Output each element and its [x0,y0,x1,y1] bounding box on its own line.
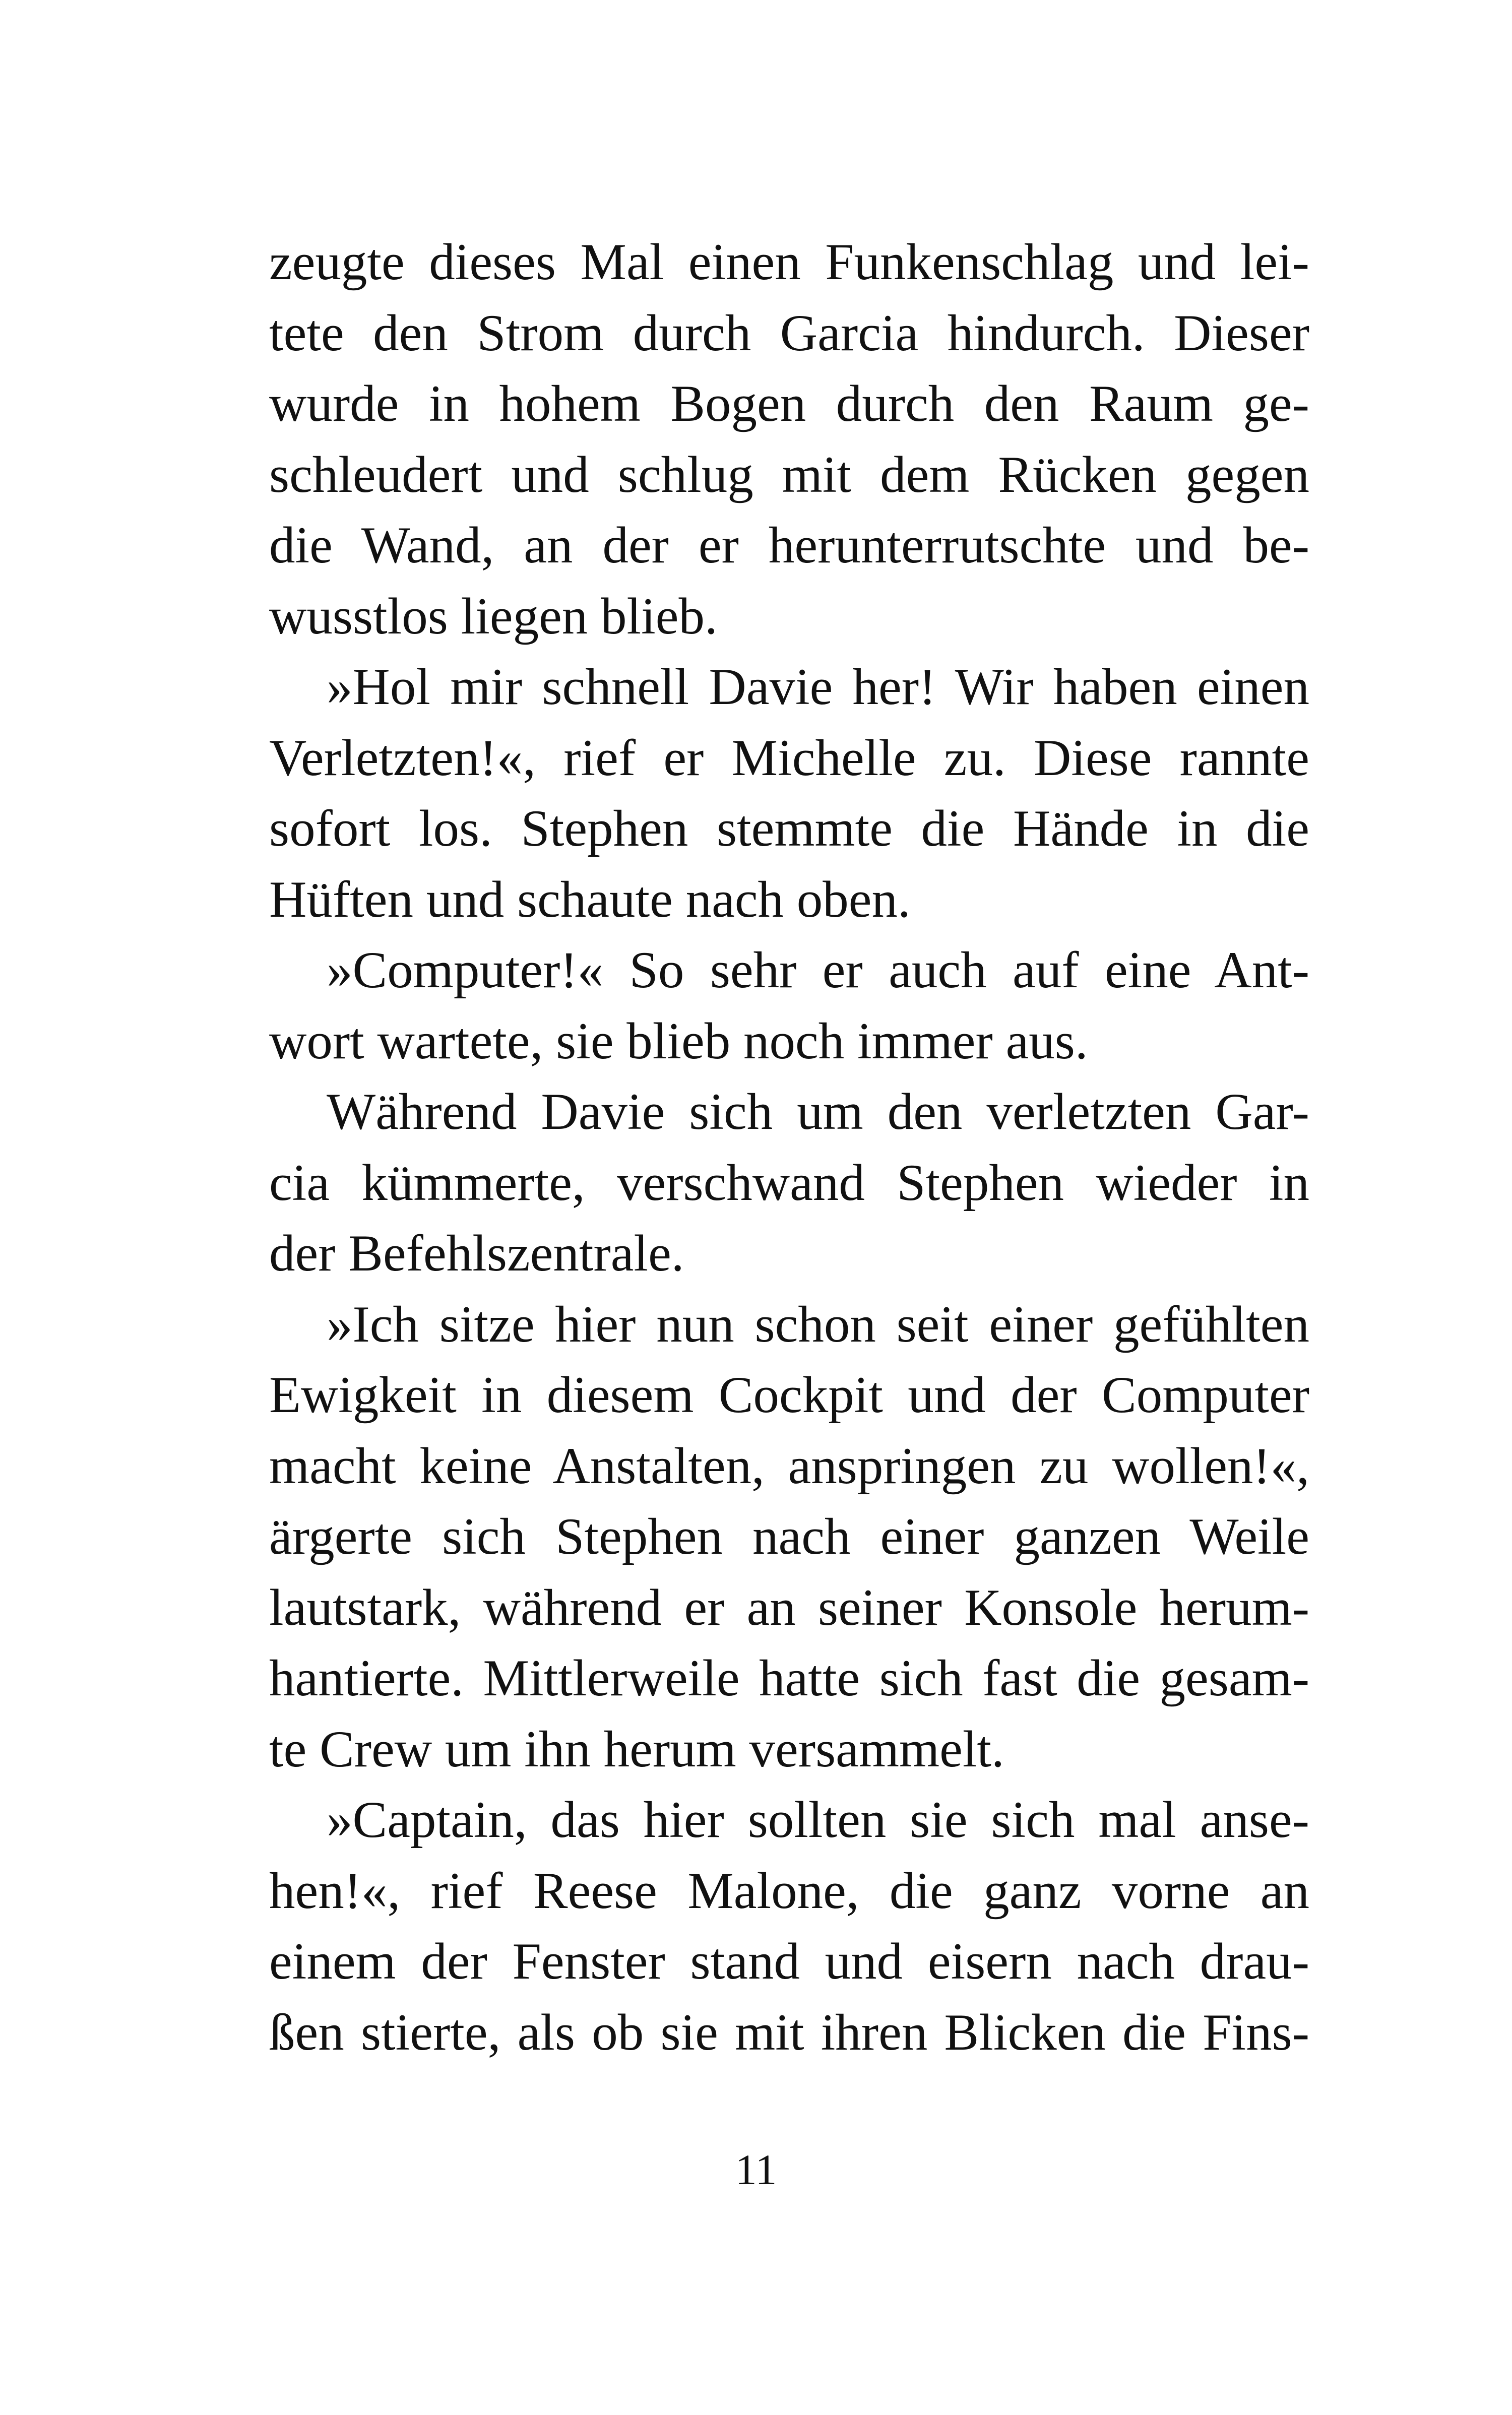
text-line: lautstark, während er an seiner Konsole herum- [269,1578,1309,1636]
text-line: sofort los. Stephen stemmte die Hände in die [269,800,1309,857]
text-line: hantierte. Mittlerweile hatte sich fast die gesam- [269,1649,1309,1707]
text-line: zeugte dieses Mal einen Funkenschlag und lei- [269,233,1309,291]
text-line: macht keine Anstalten, anspringen zu wollen!«, [269,1437,1309,1495]
text-line: »Captain, das hier sollten sie sich mal anse- [327,1791,1309,1849]
text-line: ßen stierte, als ob sie mit ihren Blicken die Fins- [269,2003,1309,2061]
text-line: Hüften und schaute nach oben. [269,870,911,928]
text-line: hen!«, rief Reese Malone, die ganz vorne an [269,1862,1309,1920]
text-line: »Ich sitze hier nun schon seit einer gefühlten [327,1295,1309,1353]
body-text [269,227,1309,2068]
text-line: die Wand, an der er herunterrutschte und be- [269,517,1309,574]
text-line: ärgerte sich Stephen nach einer ganzen Weile [269,1508,1309,1565]
text-line: schleudert und schlug mit dem Rücken gegen [269,446,1309,503]
text-line: einem der Fenster stand und eisern nach drau- [269,1933,1309,1990]
text-line: wusstlos liegen blieb. [269,587,718,645]
text-line: cia kümmerte, verschwand Stephen wieder in [269,1154,1309,1212]
text-line: »Hol mir schnell Davie her! Wir haben einen [327,658,1309,716]
text-line: tete den Strom durch Garcia hindurch. Dieser [269,304,1309,362]
text-line: wurde in hohem Bogen durch den Raum ge- [269,375,1309,432]
text-line: te Crew um ihn herum versammelt. [269,1720,1004,1778]
text-line: Verletzten!«, rief er Michelle zu. Diese rannte [269,729,1309,787]
text-line: Ewigkeit in diesem Cockpit und der Computer [269,1366,1309,1424]
text-line: »Computer!« So sehr er auch auf eine Ant- [327,941,1309,999]
text-line: der Befehlszentrale. [269,1225,684,1282]
page-number: 11 [735,2145,777,2194]
text-line: Während Davie sich um den verletzten Gar- [327,1083,1309,1140]
text-line: wort wartete, sie blieb noch immer aus. [269,1012,1088,1070]
